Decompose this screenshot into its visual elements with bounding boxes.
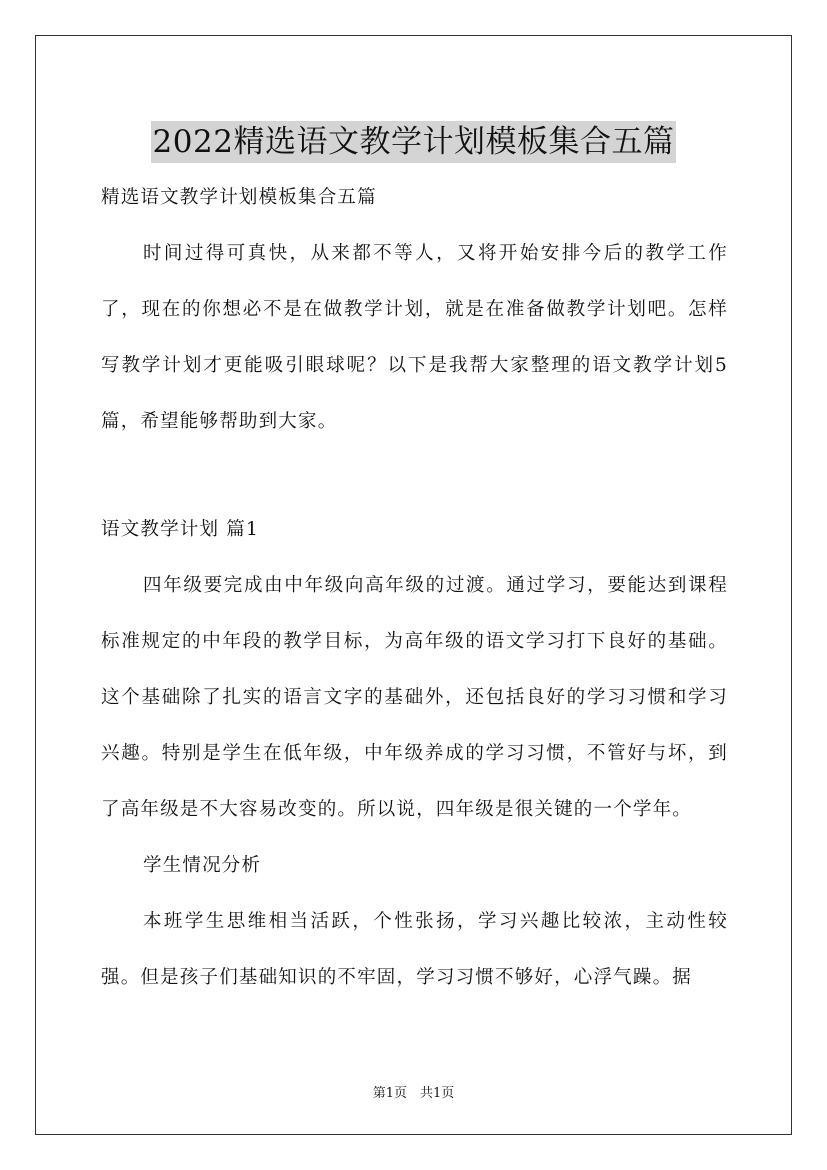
intro-paragraph: 时间过得可真快，从来都不等人，又将开始安排今后的教学工作了，现在的你想必不是在做教学计划，就是在准备做教学计划吧。怎样写教学计划才更能吸引眼球呢？以下是我帮大家整理的语文教学计划5篇，希望能够帮助到大家。 xyxy=(101,243,728,432)
document-body xyxy=(101,170,728,1006)
subsection-heading: 学生情况分析 xyxy=(143,855,262,876)
section-paragraph: 四年级要完成由中年级向高年级的过渡。通过学习，要能达到课程标准规定的中年段的教学目标，为高年级的语文学习打下良好的基础。这个基础除了扎实的语言文字的基础外，还包括良好的学习习惯和学习兴趣。特别是学生在低年级，中年级养成的学习习惯，不管好与坏，到了高年级是不大容易改变的。所以说，四年级是很关键的一个学年。 xyxy=(101,575,728,820)
page-footer: 第1页 共1页 xyxy=(372,1086,455,1101)
section-spacer xyxy=(101,450,728,502)
section-heading: 语文教学计划 篇1 xyxy=(101,519,259,540)
document-title: 2022精选语文教学计划模板集合五篇 xyxy=(151,121,677,163)
section-paragraph-2: 本班学生思维相当活跃，个性张扬，学习兴趣比较浓，主动性较强。但是孩子们基础知识的不牢固，学习习惯不够好，心浮气躁。据 xyxy=(101,911,728,988)
document-subtitle: 精选语文教学计划模板集合五篇 xyxy=(101,187,377,208)
